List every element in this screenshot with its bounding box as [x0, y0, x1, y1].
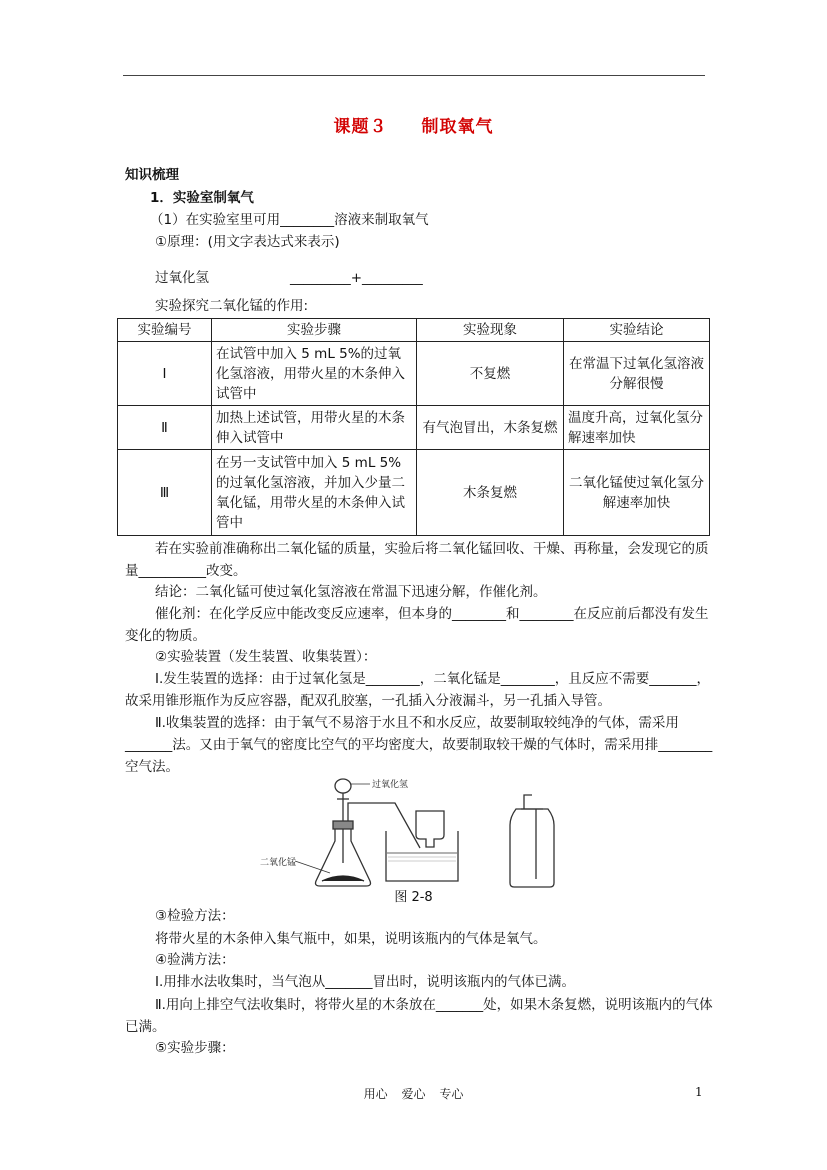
gas-collecting-bottle — [510, 809, 554, 887]
row-id: Ⅰ — [118, 342, 212, 406]
row-conclusion: 温度升高，过氧化氢分解速率加快 — [564, 406, 710, 450]
page-footer — [0, 1085, 827, 1102]
question-1: （1）在实验室里可用________溶液来制取氧气 — [150, 212, 429, 228]
experiment-table — [117, 318, 710, 536]
figure-caption: 图 2-8 — [394, 890, 433, 905]
header-conclusion: 实验结论 — [564, 319, 710, 342]
test-method-text: 将带火星的木条伸入集气瓶中，如果，说明该瓶内的气体是氧气。 — [155, 931, 547, 947]
row-step: 加热上述试管，用带火星的木条伸入试管中 — [212, 406, 417, 450]
full-method-title: ④验满方法： — [155, 952, 235, 968]
table-row — [118, 450, 710, 536]
paragraph-collector: Ⅱ.收集装置的选择：由于氧气不易溶于水且不和水反应，故要制取较纯净的气体，需采用_______法。又由于氧气的密度比空气的平均密度大，故要制取较干燥的气体时，需采用排________空气法。 — [125, 715, 713, 775]
row-phenomenon: 木条复燃 — [417, 450, 564, 536]
footer-text: 专心 — [439, 1087, 464, 1101]
footer-text: 用心 — [363, 1087, 388, 1101]
funnel-bulb — [335, 779, 351, 793]
table-header-row — [118, 319, 710, 342]
footer-text: 爱心 — [401, 1087, 426, 1101]
equation-reactant: 过氧化氢 — [155, 270, 209, 286]
page-title — [0, 112, 827, 137]
row-id: Ⅱ — [118, 406, 212, 450]
subsection-heading: 1．实验室制氧气 — [150, 190, 254, 206]
row-id: Ⅲ — [118, 450, 212, 536]
header-step: 实验步骤 — [212, 319, 417, 342]
test-method-title: ③检验方法： — [155, 908, 235, 924]
label-mno2: 二氧化锰 — [260, 858, 297, 868]
row-phenomenon: 有气泡冒出，木条复燃 — [417, 406, 564, 450]
row-conclusion: 在常温下过氧化氢溶液分解很慢 — [564, 342, 710, 406]
paragraph-conclusion: 结论：二氧化锰可使过氧化氢溶液在常温下迅速分解，作催化剂。 — [155, 584, 547, 600]
inverted-gas-bottle — [416, 811, 444, 847]
paragraph-generator: Ⅰ.发生装置的选择：由于过氧化氢是________，二氧化锰是________，且反应不需要_______，故采用锥形瓶作为反应容器，配双孔胶塞，一孔插入分液漏斗，另一孔插入导管。 — [125, 671, 711, 709]
explore-title: 实验探究二氧化锰的作用: — [155, 298, 309, 314]
lesson-number: 课题３ — [333, 117, 388, 137]
page-number: 1 — [695, 1085, 703, 1099]
table-row — [118, 406, 710, 450]
row-phenomenon: 不复燃 — [417, 342, 564, 406]
section-heading: 知识梳理 — [125, 167, 179, 183]
label-h2o2: 过氧化氢 — [372, 780, 409, 790]
principle-label: ①原理：(用文字表达式来表示) — [155, 234, 340, 250]
full-method-1: Ⅰ.用排水法收集时，当气泡从_______冒出时，说明该瓶内的气体已满。 — [155, 974, 576, 990]
row-conclusion: 二氧化锰使过氧化氢分解速率加快 — [564, 450, 710, 536]
header-id: 实验编号 — [118, 319, 212, 342]
header-phenomenon: 实验现象 — [417, 319, 564, 342]
full-method-2: Ⅱ.用向上排空气法收集时，将带火星的木条放在_______处，如果木条复燃，说明该瓶内的气体已满。 — [125, 997, 713, 1035]
paragraph-catalyst: 催化剂：在化学反应中能改变反应速率，但本身的________和________在反应前后都没有发生变化的物质。 — [125, 606, 709, 644]
table-row — [118, 342, 710, 406]
header-rule — [123, 75, 705, 76]
paragraph-mass: 若在实验前准确称出二氧化锰的质量，实验后将二氧化锰回收、干燥、再称量，会发现它的质量__________改变。 — [125, 541, 709, 579]
apparatus-figure — [258, 773, 578, 891]
equation-products: _________+_________ — [290, 270, 423, 286]
lesson-name: 制取氧气 — [421, 117, 494, 137]
row-step: 在试管中加入 5 mL 5%的过氧化氢溶液，用带火星的木条伸入试管中 — [212, 342, 417, 406]
row-step: 在另一支试管中加入 5 mL 5%的过氧化氢溶液，并加入少量二氧化锰，用带火星的木条伸入试管中 — [212, 450, 417, 536]
steps-title: ⑤实验步骤： — [155, 1040, 235, 1056]
paragraph-apparatus: ②实验装置（发生装置、收集装置）： — [155, 649, 377, 665]
